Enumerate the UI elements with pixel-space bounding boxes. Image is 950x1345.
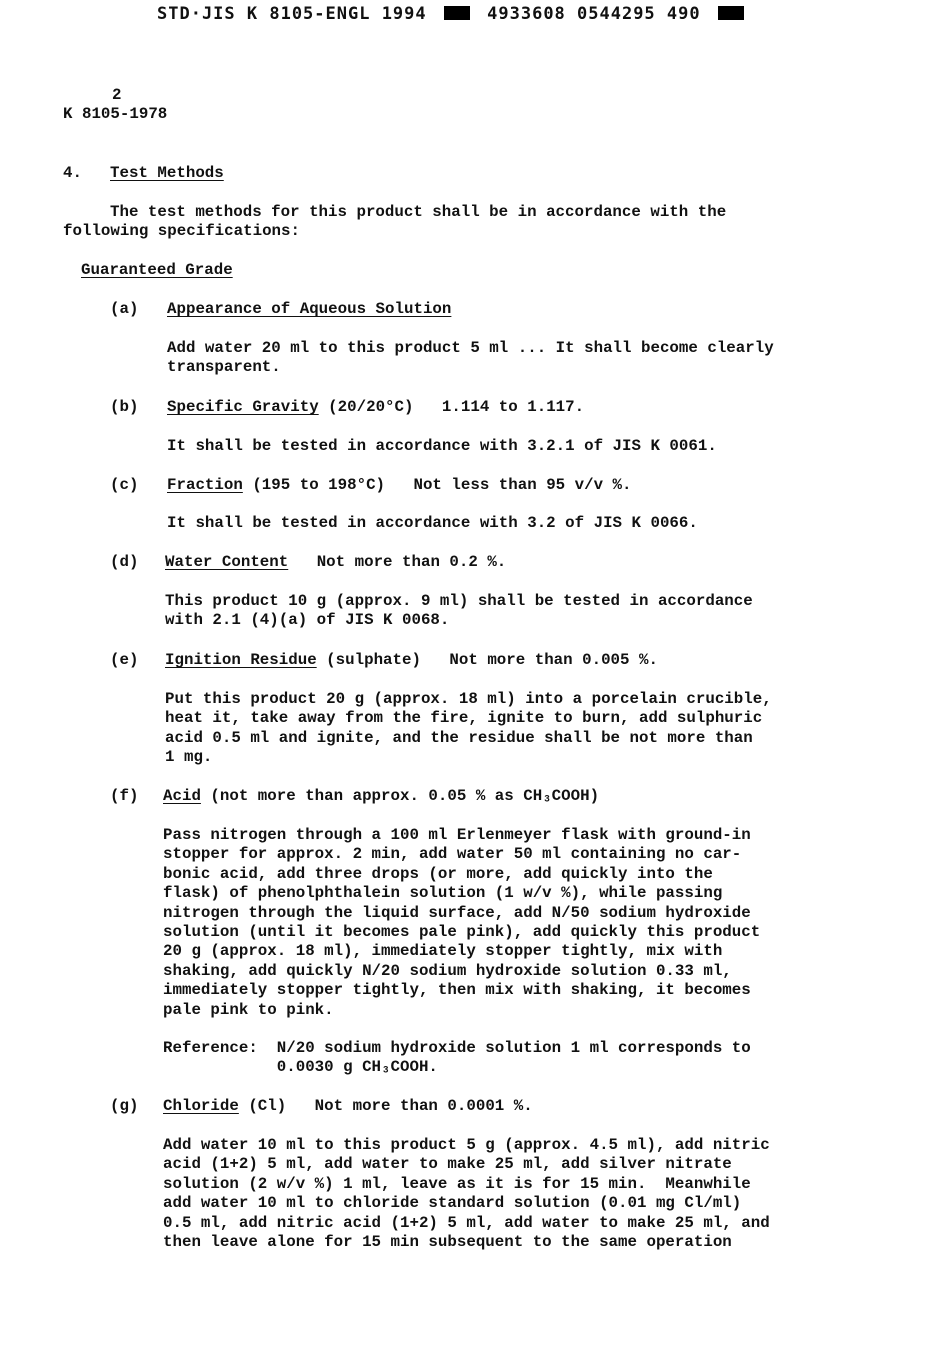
item-heading <box>163 1097 533 1116</box>
item-title: Specific Gravity <box>167 398 319 416</box>
item-heading <box>163 787 599 806</box>
reference-line: Reference: N/20 sodium hydroxide solution 1 ml corresponds to <box>163 1039 751 1057</box>
body-line: heat it, take away from the fire, ignite to burn, add sulphuric <box>165 709 763 728</box>
item-body <box>165 592 753 631</box>
item-title: Fraction <box>167 476 243 494</box>
grade-heading: Guaranteed Grade <box>81 261 233 279</box>
item-spec: (20/20°C) 1.114 to 1.117. <box>318 398 585 416</box>
item-label: (f) <box>110 787 139 805</box>
item-title: Ignition Residue <box>165 651 317 669</box>
black-square-mark <box>718 6 744 20</box>
body-line: acid (1+2) 5 ml, add water to make 25 ml, add silver nitrate <box>163 1155 732 1174</box>
body-line: Add water 20 ml to this product 5 ml ... It shall become clearly <box>167 339 774 357</box>
item-label: (b) <box>110 398 139 416</box>
body-line: Add water 10 ml to this product 5 g (approx. 4.5 ml), add nitric <box>163 1136 770 1154</box>
body-line: pale pink to pink. <box>163 1000 334 1019</box>
body-line: 1 mg. <box>165 748 213 767</box>
item-body <box>163 1136 770 1252</box>
reference-line: 0.0030 g CH₃COOH. <box>163 1058 438 1077</box>
item-heading <box>167 476 632 495</box>
body-line: with 2.1 (4)(a) of JIS K 0068. <box>165 611 450 630</box>
body-line: It shall be tested in accordance with 3.2.1 of JIS K 0061. <box>167 437 717 455</box>
body-line: nitrogen through the liquid surface, add N/50 sodium hydroxide <box>163 903 751 922</box>
body-line: then leave alone for 15 min subsequent to the same operation <box>163 1233 732 1252</box>
item-body <box>167 514 698 533</box>
black-square-mark <box>444 6 470 20</box>
section-title: Test Methods <box>110 164 224 182</box>
item-body <box>163 826 760 1020</box>
header-stamp <box>157 4 750 24</box>
body-line: solution (until it becomes pale pink), add quickly this product <box>163 923 761 942</box>
intro-line: The test methods for this product shall be in accordance with the <box>110 203 727 221</box>
item-heading <box>165 651 658 670</box>
item-label: (a) <box>110 300 139 318</box>
body-line: stopper for approx. 2 min, add water 50 ml containing no car- <box>163 845 742 864</box>
body-line: It shall be tested in accordance with 3.2 of JIS K 0066. <box>167 514 698 532</box>
body-line: shaking, add quickly N/20 sodium hydroxide solution 0.33 ml, <box>163 961 732 980</box>
item-spec: (not more than approx. 0.05 % as CH₃COOH) <box>200 787 600 805</box>
body-line: solution (2 w/v %) 1 ml, leave as it is for 15 min. Meanwhile <box>163 1174 751 1193</box>
item-heading <box>167 398 584 417</box>
section-number: 4. <box>63 164 82 182</box>
intro-line: following specifications: <box>63 222 300 241</box>
item-spec: (195 to 198°C) Not less than 95 v/v %. <box>242 476 632 494</box>
item-spec: (Cl) Not more than 0.0001 %. <box>238 1097 533 1115</box>
reference-note <box>163 1039 751 1078</box>
doc-id: K 8105-1978 <box>63 105 168 123</box>
item-title: Chloride <box>163 1097 239 1115</box>
body-line: Pass nitrogen through a 100 ml Erlenmeyer flask with ground-in <box>163 826 751 844</box>
body-line: This product 10 g (approx. 9 ml) shall be tested in accordance <box>165 592 753 610</box>
body-line: bonic acid, add three drops (or more, add quickly into the <box>163 864 713 883</box>
body-line: 0.5 ml, add nitric acid (1+2) 5 ml, add water to make 25 ml, and <box>163 1213 770 1232</box>
item-label: (e) <box>110 651 139 669</box>
body-line: 20 g (approx. 18 ml), immediately stopper tightly, mix with <box>163 942 723 961</box>
body-line: transparent. <box>167 358 281 377</box>
item-label: (g) <box>110 1097 139 1115</box>
item-heading <box>167 300 451 319</box>
item-body <box>167 339 774 378</box>
page-number: 2 <box>112 86 122 104</box>
body-line: immediately stopper tightly, then mix with shaking, it becomes <box>163 981 751 1000</box>
body-line: flask) of phenolphthalein solution (1 w/v %), while passing <box>163 884 723 903</box>
item-label: (d) <box>110 553 139 571</box>
item-label: (c) <box>110 476 139 494</box>
intro-paragraph <box>63 203 726 242</box>
item-title: Acid <box>163 787 201 805</box>
item-spec: (sulphate) Not more than 0.005 %. <box>316 651 658 669</box>
body-line: acid 0.5 ml and ignite, and the residue shall be not more than <box>165 728 753 747</box>
item-heading <box>165 553 506 572</box>
body-line: add water 10 ml to chloride standard solution (0.01 mg Cl/ml) <box>163 1194 742 1213</box>
item-title: Appearance of Aqueous Solution <box>167 300 452 318</box>
item-title: Water Content <box>165 553 289 571</box>
body-line: Put this product 20 g (approx. 18 ml) into a porcelain crucible, <box>165 690 772 708</box>
item-spec: Not more than 0.2 %. <box>288 553 507 571</box>
header-std-code: STD·JIS K 8105-ENGL 1994 <box>157 4 427 24</box>
item-body <box>167 437 717 456</box>
item-body <box>165 690 772 768</box>
header-serial: 4933608 0544295 490 <box>487 4 701 24</box>
